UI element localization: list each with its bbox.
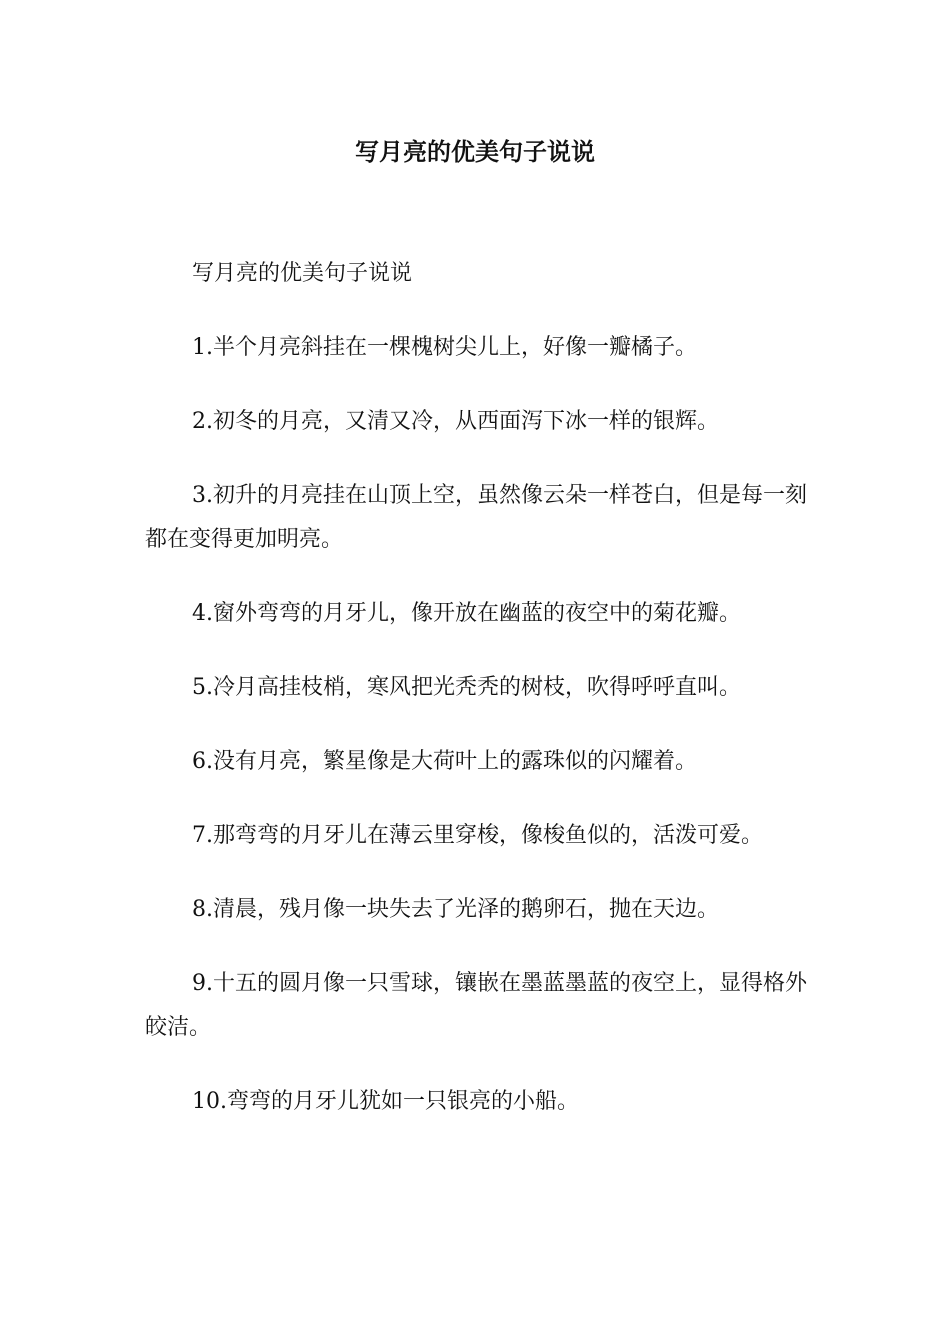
paragraph-sentence-7: 7.那弯弯的月牙儿在薄云里穿梭，像梭鱼似的，活泼可爱。 (192, 823, 763, 848)
paragraph-sentence-6: 6.没有月亮，繁星像是大荷叶上的露珠似的闪耀着。 (192, 749, 697, 774)
document-title: 写月亮的优美句子说说 (355, 137, 595, 166)
paragraph-sentence-5: 5.冷月高挂枝梢，寒风把光秃秃的树枝，吹得呼呼直叫。 (192, 675, 741, 700)
document-body (145, 252, 807, 1154)
paragraph-sentence-10: 10.弯弯的月牙儿犹如一只银亮的小船。 (192, 1089, 579, 1114)
paragraph-sentence-4: 4.窗外弯弯的月牙儿，像开放在幽蓝的夜空中的菊花瓣。 (192, 601, 741, 626)
paragraph-subtitle: 写月亮的优美句子说说 (192, 261, 413, 286)
paragraph-sentence-2: 2.初冬的月亮，又清又冷，从西面泻下冰一样的银辉。 (192, 409, 719, 434)
paragraph-sentence-9: 9.十五的圆月像一只雪球，镶嵌在墨蓝墨蓝的夜空上，显得格外皎洁。 (145, 971, 807, 1040)
paragraph-sentence-8: 8.清晨，残月像一块失去了光泽的鹅卵石，抛在天边。 (192, 897, 719, 922)
paragraph-sentence-1: 1.半个月亮斜挂在一棵槐树尖儿上，好像一瓣橘子。 (192, 335, 697, 360)
paragraph-sentence-3: 3.初升的月亮挂在山顶上空，虽然像云朵一样苍白，但是每一刻都在变得更加明亮。 (145, 483, 807, 552)
